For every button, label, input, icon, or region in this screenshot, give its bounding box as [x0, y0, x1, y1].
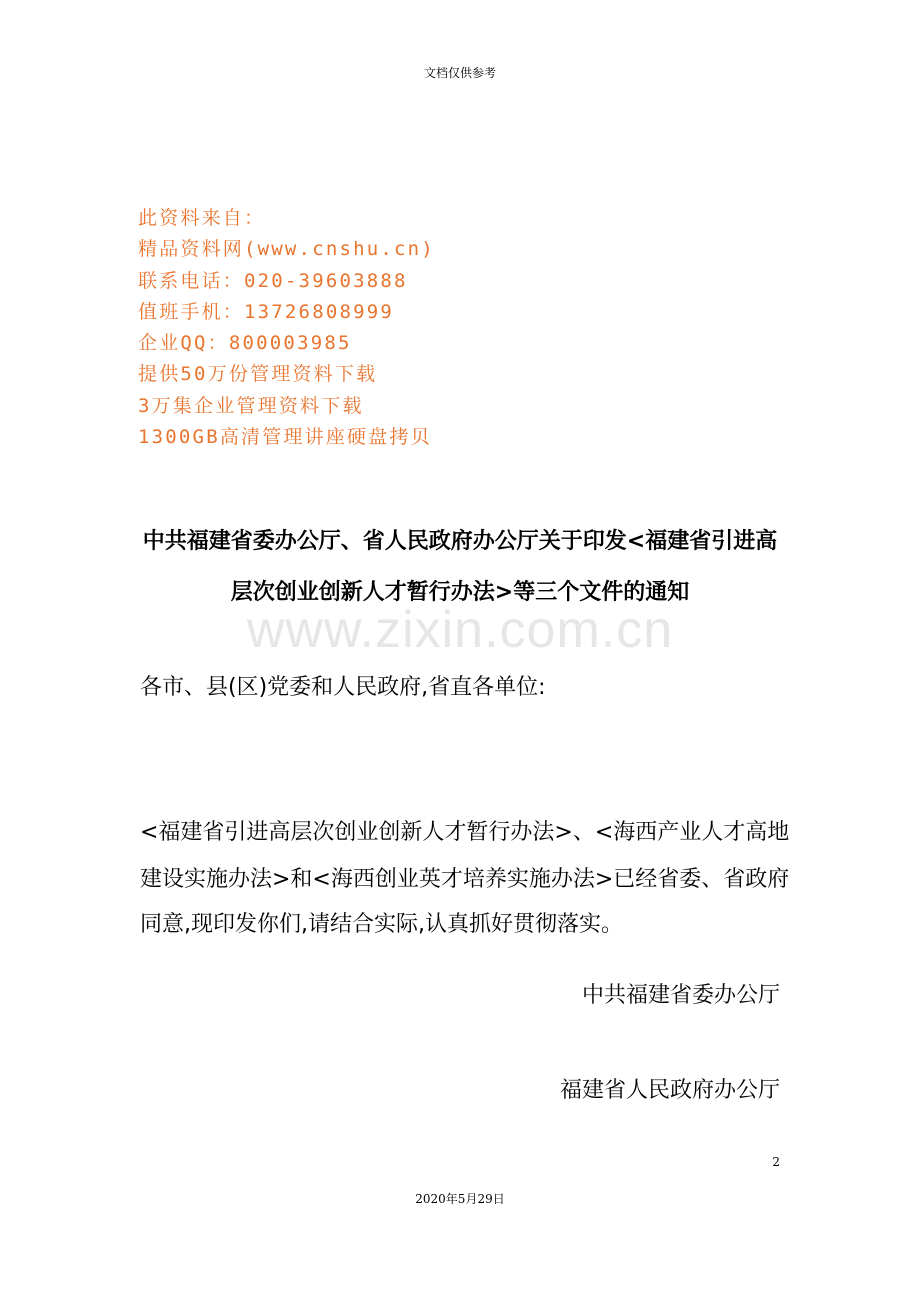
document-title-line-1: 中共福建省委办公厅、省人民政府办公厅关于印发<福建省引进高	[142, 529, 778, 554]
promo-line: 提供50万份管理资料下载	[138, 363, 378, 386]
watermark: www.zixin.com.cn	[246, 601, 674, 659]
promo-line: 此资料来自：	[138, 207, 266, 229]
promo-block	[138, 203, 435, 453]
signature-government-office: 福建省人民政府办公厅	[559, 1078, 780, 1103]
page-number: 2	[772, 1155, 780, 1169]
promo-line: 企业QQ：800003985	[138, 332, 352, 355]
promo-line: 值班手机：13726808999	[138, 300, 395, 323]
page-header: 文档仅供参考	[423, 66, 496, 80]
document-title-line-2: 层次创业创新人才暂行办法>等三个文件的通知	[230, 580, 690, 605]
salutation: 各市、县(区)党委和人民政府,省直各单位:	[140, 675, 546, 700]
body-line-2: 建设实施办法>和<海西创业英才培养实施办法>已经省委、省政府	[140, 867, 790, 892]
promo-line: 1300GB高清管理讲座硬盘拷贝	[138, 426, 432, 449]
body-line-1: <福建省引进高层次创业创新人才暂行办法>、<海西产业人才高地	[140, 820, 790, 845]
promo-line: 联系电话：020-39603888	[138, 269, 408, 292]
footer-date: 2020年5月29日	[415, 1192, 505, 1206]
signature-party-office: 中共福建省委办公厅	[581, 983, 780, 1008]
promo-line: 精品资料网(www.cnshu.cn)	[138, 238, 435, 261]
promo-line: 3万集企业管理资料下载	[138, 394, 364, 417]
body-line-3: 同意,现印发你们,请结合实际,认真抓好贯彻落实。	[140, 912, 623, 937]
